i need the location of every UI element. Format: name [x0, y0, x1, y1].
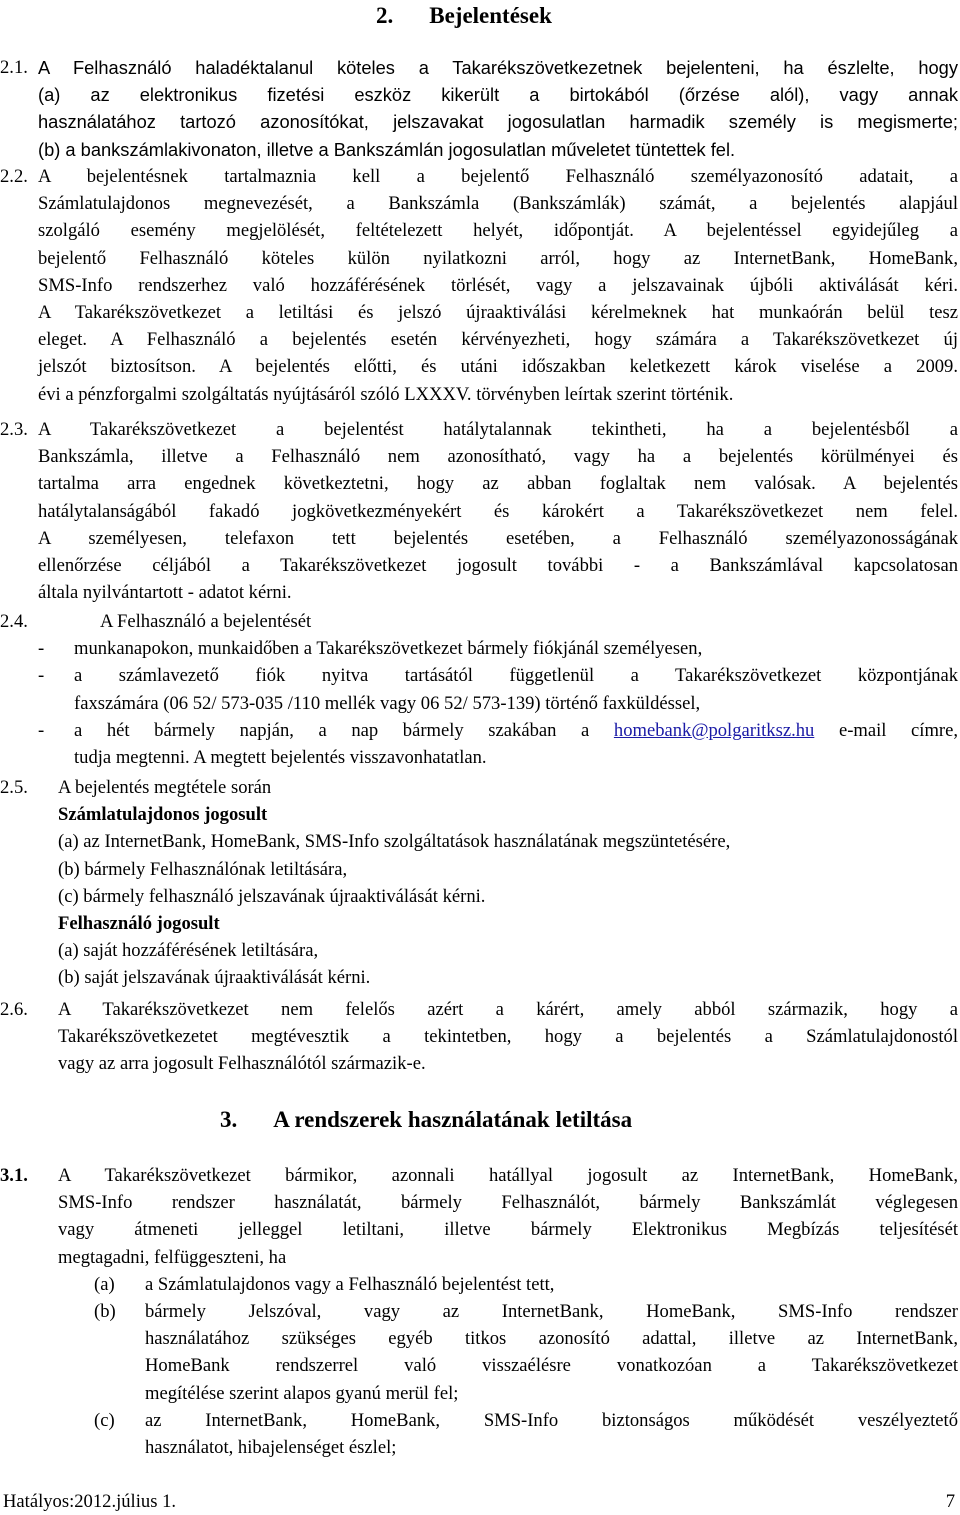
paragraph-2-1-line: (a) az elektronikus fizetési eszköz kikerült a birtokából (őrzése alól), vagy annak — [38, 84, 958, 106]
paragraph-2-3 — [0, 416, 958, 606]
paragraph-2-2-line: SMS-Info rendszerhez való hozzáférésének törlését, vagy a jelszavainak újbóli aktiválását kéri. — [38, 274, 958, 296]
owner-rights-item: (b) bármely Felhasználónak letiltására, — [58, 858, 348, 880]
list-item — [38, 717, 958, 771]
paragraph-3-1-line: megtagadni, felfüggeszteni, ha — [58, 1246, 287, 1268]
page-number: 7 — [945, 1491, 955, 1512]
paragraph-2-2-label: 2.2. — [0, 166, 28, 187]
list-dash: - — [38, 665, 45, 687]
paragraph-3-1-body — [38, 1162, 958, 1461]
list-item — [58, 1271, 958, 1298]
section-3-number: 3. — [220, 1107, 238, 1132]
list-item-text: megítélése szerint alapos gyanú merül fel; — [145, 1382, 459, 1404]
paragraph-2-1-line: használatához tartozó azonosítókat, jelszavakat jogosulatlan harmadik személy is megismerte; — [38, 111, 958, 133]
list-item-text: munkanapokon, munkaidőben a Takarékszövetkezet bármely fiókjánál személyesen, — [74, 638, 703, 660]
list-item-text: a Számlatulajdonos vagy a Felhasználó bejelentést tett, — [145, 1273, 555, 1295]
section-2-heading — [376, 2, 552, 30]
paragraph-2-3-line: tartalma arra engednek következtetni, hogy az abban foglaltak nem valósak. A bejelentés — [38, 473, 958, 495]
paragraph-2-1-line: A Felhasználó haladéktalanul köteles a Takarékszövetkezetnek bejelenteni, ha észlelte, hogy — [38, 57, 958, 78]
paragraph-2-2-line: évi a pénzforgalmi szolgáltatás nyújtásáról szóló LXXXV. törvényben leírtak szerint történik. — [38, 383, 734, 405]
paragraph-3-1-line: vagy átmeneti jelleggel letiltani, illetve bármely Elektronikus Megbízás teljesítését — [58, 1219, 958, 1241]
list-item-label: (c) — [94, 1409, 115, 1431]
list-item — [38, 635, 958, 662]
paragraph-2-2-line: szolgáló esemény megjelölését, feltételezett helyét, időpontját. A bejelentéssel egyidejűleg a — [38, 220, 958, 242]
section-3-title: A rendszerek használatának letiltása — [273, 1107, 633, 1132]
paragraph-2-2-line: bejelentő Felhasználó köteles külön nyilatkozni arról, hogy az InternetBank, HomeBank, — [38, 247, 958, 269]
section-3-heading — [220, 1106, 632, 1134]
paragraph-2-3-line: hatálytalanságából fakadó jogkövetkezményekért és károkért a Takarékszövetkezet nem felel. — [38, 500, 958, 522]
list-item — [38, 662, 958, 716]
paragraph-2-4 — [0, 608, 959, 771]
paragraph-2-5-body — [38, 801, 958, 991]
list-item-text — [74, 717, 958, 744]
list-dash: - — [38, 719, 45, 741]
user-rights-item: (b) saját jelszavának újraaktiválását kérni. — [58, 967, 371, 989]
paragraph-2-1-line: (b) a bankszámlakivonaton, illetve a Bankszámlán jogosulatlan műveletet tüntettek fel. — [38, 138, 736, 160]
paragraph-2-5 — [0, 774, 958, 992]
list-item-text: használatot, hibajelenséget észlel; — [145, 1437, 397, 1459]
paragraph-2-4-intro: A Felhasználó a bejelentését — [100, 611, 312, 632]
section-2-number: 2. — [376, 3, 394, 28]
paragraph-2-6-line: A Takarékszövetkezet nem felelős azért a kárért, amely abból származik, hogy a — [58, 999, 958, 1020]
owner-rights-heading: Számlatulajdonos jogosult — [58, 804, 268, 826]
paragraph-2-3-line: Bankszámla, illetve a Felhasználó nem azonosítható, vagy ha a bejelentés körülményei és — [38, 446, 958, 468]
paragraph-2-5-intro: A bejelentés megtétele során — [58, 777, 272, 798]
list-item-label: (b) — [94, 1301, 116, 1323]
list-item — [58, 1298, 958, 1407]
paragraph-2-6-line: Takarékszövetkezetet megtévesztik a tekintetben, hogy a bejelentés a Számlatulajdonostól — [58, 1026, 958, 1048]
paragraph-2-2-line: A bejelentésnek tartalmaznia kell a bejelentő Felhasználó személyazonosító adatait, a — [38, 166, 958, 187]
paragraph-3-1-line: SMS-Info rendszer használatát, bármely Felhasználót, bármely Bankszámlát véglegesen — [58, 1192, 958, 1214]
owner-rights-item: (c) bármely felhasználó jelszavának újraaktiválását kérni. — [58, 885, 486, 907]
paragraph-2-3-line: általa nyilvántartott - adatot kérni. — [38, 582, 292, 604]
paragraph-2-5-label: 2.5. — [0, 777, 28, 798]
paragraph-3-1-label: 3.1. — [0, 1165, 28, 1186]
page-footer — [0, 1488, 955, 1515]
effective-date: Hatályos:2012.július 1. — [3, 1491, 177, 1512]
paragraph-2-1-label: 2.1. — [0, 57, 28, 78]
paragraph-2-6-label: 2.6. — [0, 999, 28, 1020]
owner-rights-item: (a) az InternetBank, HomeBank, SMS-Info szolgáltatások használatának megszüntetésére, — [58, 831, 731, 853]
list-item-text: használatához szükséges egyéb titkos azonosító adattal, illetve az InternetBank, — [145, 1328, 958, 1350]
list-dash: - — [38, 638, 45, 660]
list-item-label: (a) — [94, 1273, 115, 1295]
paragraph-3-1-line: A Takarékszövetkezet bármikor, azonnali hatállyal jogosult az InternetBank, HomeBank, — [58, 1165, 958, 1186]
list-item-text: HomeBank rendszerrel való visszaélésre vonatkozóan a Takarékszövetkezet — [145, 1355, 958, 1377]
paragraph-2-2 — [0, 163, 958, 408]
paragraph-2-2-line: eleget. A Felhasználó a bejelentés esetén kérvényezheti, hogy számára a Takarékszövetkezet új — [38, 329, 958, 351]
paragraph-2-6-body — [38, 996, 958, 1078]
paragraph-2-2-line: Számlatulajdonos megnevezését, a Bankszámla (Bankszámlák) számát, a bejelentés alapjául — [38, 193, 958, 215]
list-item-text-pre: a hét bármely napján, a nap bármely szakában a — [74, 719, 590, 741]
email-link[interactable]: homebank@polgaritksz.hu — [613, 719, 815, 741]
paragraph-2-3-line: A személyesen, telefaxon tett bejelentés esetében, a Felhasználó személyazonosságának — [38, 527, 958, 549]
section-2-title: Bejelentések — [429, 3, 552, 28]
list-item-text: bármely Jelszóval, vagy az InternetBank, HomeBank, SMS-Info rendszer — [145, 1301, 958, 1323]
paragraph-2-6 — [0, 996, 958, 1078]
paragraph-2-2-line: A Takarékszövetkezet a letiltási és jelszó újraaktiválási kérelmeknek hat munkaórán belül tesz — [38, 302, 958, 324]
user-rights-item: (a) saját hozzáférésének letiltására, — [58, 940, 319, 962]
list-item-text: faxszámára (06 52/ 573-035 /110 mellék vagy 06 52/ 573-139) történő faxküldéssel, — [74, 692, 701, 714]
paragraph-2-3-line: A Takarékszövetkezet a bejelentést hatálytalannak tekintheti, ha a bejelentésből a — [38, 419, 958, 440]
paragraph-2-3-line: ellenőrzése céljából a Takarékszövetkezet jogosult további - a Bankszámlával kapcsolatosan — [38, 555, 958, 577]
paragraph-2-4-label: 2.4. — [0, 611, 28, 632]
list-item-text-post: e-mail címre, — [838, 719, 959, 741]
list-item-text: az InternetBank, HomeBank, SMS-Info biztonságos működését veszélyeztető — [145, 1409, 958, 1431]
paragraph-2-2-line: jelszót biztosítson. A bejelentés előtti, és utáni időszakban keletkezett károk viselése a 2009. — [38, 356, 958, 378]
paragraph-2-3-label: 2.3. — [0, 419, 28, 440]
paragraph-2-6-line: vagy az arra jogosult Felhasználótól származik-e. — [58, 1053, 426, 1075]
paragraph-2-1 — [0, 54, 958, 163]
user-rights-heading: Felhasználó jogosult — [58, 913, 220, 935]
list-item-text: tudja megtenni. A megtett bejelentés visszavonhatatlan. — [74, 747, 487, 769]
list-item — [58, 1407, 958, 1461]
paragraph-3-1 — [0, 1162, 958, 1461]
list-item-text: a számlavezető fiók nyitva tartásától függetlenül a Takarékszövetkezet központjának — [74, 665, 958, 687]
